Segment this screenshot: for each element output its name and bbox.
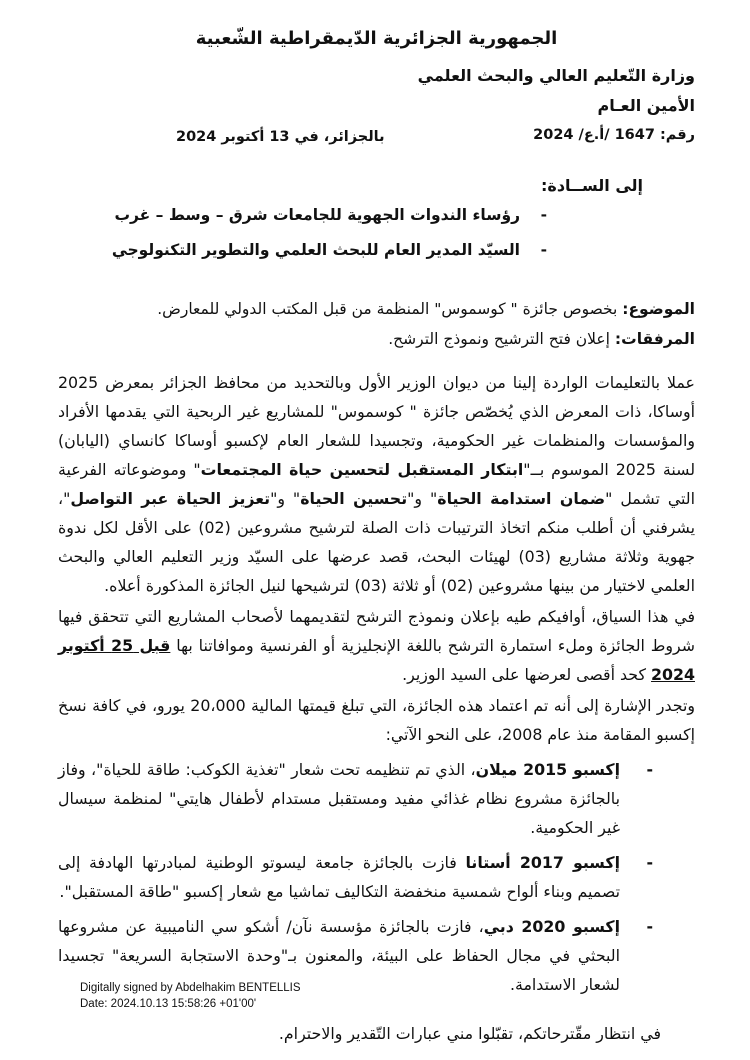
reference-row xyxy=(58,124,695,146)
recipient-text: السيّد المدير العام للبحث العلمي والتطوير التكنولوجي xyxy=(111,241,520,259)
subject-label: الموضوع: xyxy=(622,300,695,318)
expo-list xyxy=(58,755,695,999)
expo-item-text: إكسبو 2020 دبي، فازت بالجائزة مؤسسة نآن/ أشكو سي الناميبية عن مشروعها البحثي في مجال الحفاظ على البيئة، والمعنون بـ"وحدة الاستجابة السريعة" تجسيدا لشعار الاستدامة. xyxy=(58,917,620,994)
office-name: الأمين العـام xyxy=(597,96,695,115)
expo-item-text: إكسبو 2017 أستانا فازت بالجائزة جامعة ليسوتو الوطنية لمبادرتها الهادفة إلى تصميم وبناء ألواح شمسية منخفضة التكاليف تماشيا مع شعار إكسبو "طاقة المستقبل". xyxy=(58,853,620,901)
expo-item-text: إكسبو 2015 ميلان، الذي تم تنظيمه تحت شعار "تغذية الكوكب: طاقة للحياة"، وفاز بالجائزة مشروع نظام غذائي مفيد ومستقبل مستدام لأطفال هايتي" لمنظمة سيسال غير الحكومية. xyxy=(58,760,620,837)
republic-title: الجمهورية الجزائرية الدّيمقراطية الشّعبية xyxy=(195,28,558,49)
recipient-item xyxy=(58,233,695,268)
recipient-text: رؤساء الندوات الجهوية للجامعات شرق – وسط – غرب xyxy=(114,206,520,224)
attachments-label: المرفقات: xyxy=(614,330,695,348)
attachments-line xyxy=(58,324,695,354)
body-paragraph-2: في هذا السياق، أوافيكم طيه بإعلان ونموذج الترشح لتقديمهما لأصحاب المشاريع التي تتحقق فيها شروط الجائزة وملء استمارة الترشح باللغة الإنجليزية أو الفرنسية وموافاتنا بها قبل 25 أكتوبر 2024 كحد أقصى لعرضها على السيد الوزير. xyxy=(58,607,695,684)
dash-bullet: - xyxy=(540,206,547,224)
recipients-heading: إلى الســادة: xyxy=(540,176,643,195)
ministry-name: وزارة التّعليم العالي والبحث العلمي xyxy=(417,66,695,85)
place-and-date: بالجزائر، في 13 أكتوبر 2024 xyxy=(176,129,385,145)
reference-number: رقم: 1647 /أ.ع/ 2024 xyxy=(533,127,695,143)
body-paragraph-3: وتجدر الإشارة إلى أنه تم اعتماد هذه الجائزة، التي تبلغ قيمتها المالية 20،000 يورو، في كافة نسخ إكسبو المقامة منذ عام 2008، على النحو الآتي: xyxy=(58,696,696,744)
dash-bullet: - xyxy=(646,853,653,872)
dash-bullet: - xyxy=(540,241,547,259)
expo-list-item xyxy=(58,755,695,842)
digital-signature xyxy=(80,980,301,1012)
body-paragraph-1: عملا بالتعليمات الواردة إلينا من ديوان الوزير الأول وبالتحديد من محافظ الجزائر بمعرض 2025 أوساكا، ذات المعرض الذي يُخصّص جائزة " كوسموس" للمشاريع غير الربحية التي يقدمها الأفراد والمؤسسات والمنظمات غير الحكومية، وتجسيدا للشعار العام لإكسبو أوساكا كانساي (اليابان) لسنة 2025 الموسوم بــ"ابتكار المستقبل لتحسين حياة المجتمعات" وموضوعاته الفرعية التي تشمل "ضمان استدامة الحياة" و"تحسين الحياة" و"تعزيز الحياة عبر التواصل"، يشرفني أن أطلب منكم اتخاذ الترتيبات ذات الصلة لترشيح مشروعين (02) على الأقل لكل ندوة جهوية وثلاثة مشاريع (03) لهيئات البحث، قصد عرضها على السيّد وزير التعليم العالي والبحث العلمي لاختيار من بينها مشروعين (02) أو ثلاثة (03) لترشيحها لنيل الجائزة المذكورة أعلاه. xyxy=(58,373,696,595)
attachments-text: إعلان فتح الترشيح ونموذج الترشح. xyxy=(388,330,615,348)
subject-block xyxy=(58,294,695,354)
subject-text: بخصوص جائزة " كوسموس" المنظمة من قبل المكتب الدولي للمعارض. xyxy=(157,300,623,318)
signature-line-2: Date: 2024.10.13 15:58:26 +01'00' xyxy=(80,998,257,1010)
dash-bullet: - xyxy=(646,917,653,936)
recipient-item xyxy=(58,198,695,233)
closing-line: في انتظار مقّترحاتكم، تقبّلوا مني عبارات التّقدير والاحترام. xyxy=(278,1024,661,1043)
signature-line-1: Digitally signed by Abdelhakim BENTELLIS xyxy=(80,982,301,994)
expo-list-item xyxy=(58,848,695,906)
dash-bullet: - xyxy=(646,760,653,779)
subject-line xyxy=(58,294,695,324)
